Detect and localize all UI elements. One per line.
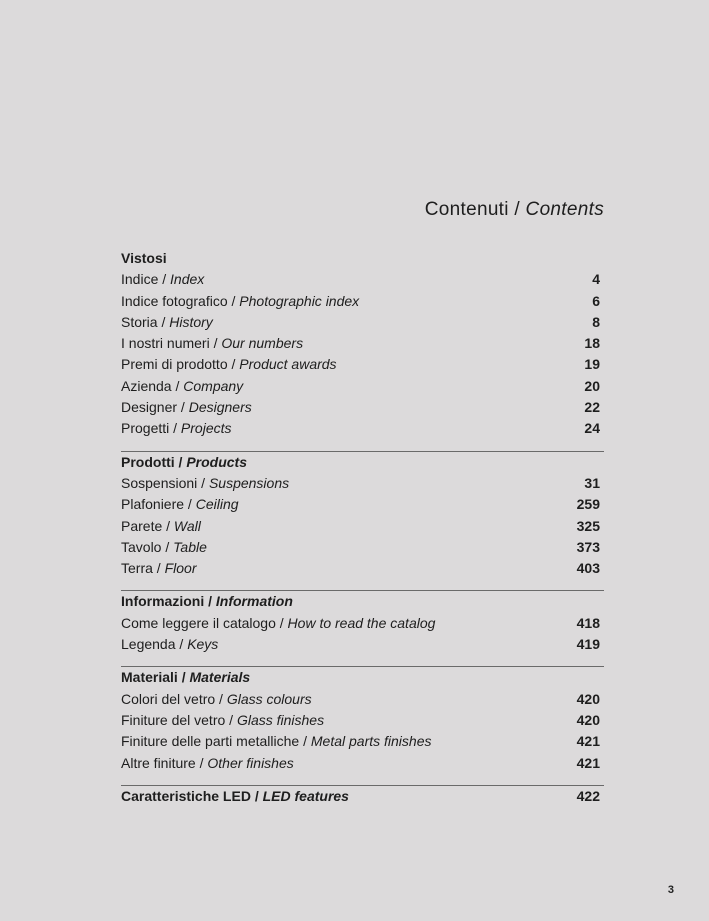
section-heading-sep: /	[177, 669, 190, 686]
toc-entry-it: Indice	[121, 271, 159, 288]
toc-entry-sep: /	[158, 271, 171, 288]
toc-entry-page: 373	[576, 538, 600, 555]
toc-entry-en: Other finishes	[207, 754, 294, 771]
toc-entry[interactable]	[121, 269, 604, 290]
toc-entry-page: 418	[576, 614, 600, 631]
toc-entry[interactable]	[121, 376, 604, 397]
toc-entry-en: Photographic index	[239, 292, 360, 309]
toc-entry-page: 8	[592, 313, 600, 330]
toc-entry-sep: /	[177, 399, 189, 416]
toc-section	[121, 248, 604, 440]
toc-entry-en: Product awards	[239, 356, 337, 373]
toc-entry-sep: /	[299, 733, 311, 750]
toc-entry-page: 22	[584, 399, 600, 416]
toc-section	[121, 667, 604, 773]
toc-entry-sep: /	[169, 420, 181, 437]
toc-entry-label	[121, 558, 196, 579]
toc-entry-sep: /	[209, 335, 222, 352]
section-heading-sep: /	[204, 593, 216, 610]
toc-entry-en: Designers	[188, 399, 252, 416]
section-heading[interactable]	[121, 248, 604, 269]
toc-entry-en: Ceiling	[195, 496, 239, 513]
section-heading-it: Prodotti	[121, 453, 175, 470]
toc-entry-it: I nostri numeri	[121, 335, 210, 352]
toc-entry-it: Indice fotografico	[121, 292, 228, 309]
toc-entry-it: Legenda	[121, 636, 176, 653]
toc-entry-page: 24	[584, 420, 600, 437]
toc-entry-page: 420	[576, 711, 600, 728]
toc-entry-label	[121, 418, 232, 439]
toc-entry-label	[121, 291, 359, 312]
toc-entry-it: Altre finiture	[121, 754, 196, 771]
toc-entry-label	[121, 376, 243, 397]
toc-entry-page: 20	[584, 377, 600, 394]
toc-entry[interactable]	[121, 516, 604, 537]
toc-entry-it: Sospensioni	[121, 474, 198, 491]
toc-entry[interactable]	[121, 418, 604, 439]
toc-entry-label	[121, 613, 435, 634]
section-heading-label	[121, 786, 349, 807]
toc-entry-en: Floor	[164, 560, 197, 577]
section-heading-sep: /	[174, 453, 187, 470]
toc-entry-en: Wall	[173, 517, 201, 534]
toc-entry-en: History	[169, 313, 213, 330]
toc-entry[interactable]	[121, 689, 604, 710]
section-heading-sep: /	[250, 787, 263, 804]
toc-entry-label	[121, 397, 252, 418]
section-heading-it: Vistosi	[121, 250, 167, 266]
section-heading-it: Materiali	[121, 669, 178, 686]
page-title	[425, 199, 604, 221]
toc-entry-it: Storia	[121, 313, 158, 330]
toc-entry-en: Index	[170, 271, 205, 288]
section-heading-label	[121, 248, 167, 269]
toc-entry-sep: /	[227, 356, 240, 373]
toc-entry-page: 19	[584, 356, 600, 373]
toc-entry-it: Colori del vetro	[121, 690, 216, 707]
section-heading-it: Informazioni	[121, 593, 205, 610]
toc-entry-label	[121, 710, 324, 731]
toc-entry-sep: /	[184, 496, 196, 513]
toc-entry[interactable]	[121, 354, 604, 375]
title-sep: /	[508, 199, 526, 220]
toc-entry-sep: /	[275, 614, 288, 631]
toc-section	[121, 591, 604, 655]
toc-entry-page: 419	[576, 636, 600, 653]
toc-entry[interactable]	[121, 731, 604, 752]
toc-entry[interactable]	[121, 634, 604, 655]
toc-entry-it: Progetti	[121, 420, 170, 437]
toc-entry[interactable]	[121, 753, 604, 774]
toc-entry-it: Terra	[121, 560, 153, 577]
toc-entry-en: Metal parts finishes	[310, 733, 432, 750]
toc-entry[interactable]	[121, 537, 604, 558]
toc-entry-it: Tavolo	[121, 538, 162, 555]
toc-entry-sep: /	[227, 292, 240, 309]
toc-entry[interactable]	[121, 333, 604, 354]
toc-entry-en: How to read the catalog	[287, 614, 436, 631]
toc-entry-it: Designer	[121, 399, 178, 416]
toc-entry-label	[121, 634, 218, 655]
title-en: Contents	[525, 199, 604, 220]
toc-entry-page: 421	[576, 754, 600, 771]
toc-entry-page: 31	[584, 474, 600, 491]
toc-entry-label	[121, 537, 207, 558]
toc-entry-en: Company	[183, 377, 244, 394]
section-heading[interactable]	[121, 667, 604, 688]
toc-entry-page: 403	[576, 560, 600, 577]
toc-entry-it: Premi di prodotto	[121, 356, 228, 373]
toc-entry-sep: /	[152, 560, 165, 577]
toc-entry-label	[121, 473, 289, 494]
toc-entry[interactable]	[121, 312, 604, 333]
toc-entry-it: Finiture delle parti metalliche	[121, 733, 300, 750]
toc-entry-label	[121, 312, 213, 333]
toc-entry[interactable]	[121, 291, 604, 312]
toc-entry-sep: /	[225, 711, 237, 728]
toc-entry-en: Our numbers	[221, 335, 304, 352]
toc-entry-sep: /	[162, 517, 174, 534]
toc-entry-label	[121, 269, 204, 290]
title-it: Contenuti	[424, 199, 509, 220]
section-heading[interactable]	[121, 591, 604, 612]
section-heading-en: Information	[215, 593, 293, 610]
toc-entry-page: 421	[576, 733, 600, 750]
toc-entry-label	[121, 333, 303, 354]
table-of-contents	[121, 248, 604, 807]
toc-entry-en: Projects	[180, 420, 232, 437]
section-heading-en: Materials	[189, 669, 251, 686]
toc-entry-sep: /	[175, 636, 188, 653]
toc-section	[121, 786, 604, 807]
toc-entry-sep: /	[161, 538, 174, 555]
section-heading-it: Caratteristiche LED	[121, 787, 251, 804]
toc-entry-it: Plafoniere	[121, 496, 185, 513]
toc-entry-it: Parete	[121, 517, 163, 534]
toc-entry[interactable]	[121, 710, 604, 731]
toc-entry-it: Azienda	[121, 377, 172, 394]
toc-entry-en: Glass finishes	[236, 711, 325, 728]
toc-entry[interactable]	[121, 397, 604, 418]
section-heading-en: Products	[186, 453, 248, 470]
section-heading-label	[121, 591, 293, 612]
section-heading-label	[121, 452, 247, 473]
toc-entry[interactable]	[121, 558, 604, 579]
toc-entry-en: Table	[173, 538, 207, 555]
toc-entry-label	[121, 494, 239, 515]
section-page-number: 422	[576, 787, 600, 804]
toc-entry-label	[121, 753, 294, 774]
toc-entry-sep: /	[171, 377, 184, 394]
toc-entry-page: 420	[576, 690, 600, 707]
toc-entry[interactable]	[121, 494, 604, 515]
section-heading-label	[121, 667, 250, 688]
toc-entry-label	[121, 516, 201, 537]
toc-entry-en: Suspensions	[208, 474, 290, 491]
toc-entry-label	[121, 731, 431, 752]
toc-entry-it: Finiture del vetro	[121, 711, 226, 728]
toc-entry-page: 6	[592, 292, 600, 309]
toc-entry-label	[121, 689, 312, 710]
toc-entry-page: 259	[576, 496, 600, 513]
section-heading[interactable]	[121, 452, 604, 473]
toc-entry-sep: /	[197, 474, 209, 491]
toc-entry[interactable]	[121, 613, 604, 634]
toc-entry-en: Keys	[187, 636, 219, 653]
toc-entry-it: Come leggere il catalogo	[121, 614, 276, 631]
toc-section	[121, 452, 604, 580]
section-heading-en: LED features	[262, 787, 349, 804]
toc-entry-page: 325	[576, 517, 600, 534]
toc-entry-en: Glass colours	[226, 690, 312, 707]
section-heading[interactable]	[121, 786, 604, 807]
toc-entry-label	[121, 354, 337, 375]
toc-entry-sep: /	[215, 690, 227, 707]
page-number: 3	[667, 884, 674, 896]
toc-entry-sep: /	[195, 754, 208, 771]
toc-entry[interactable]	[121, 473, 604, 494]
toc-entry-page: 18	[584, 335, 600, 352]
toc-entry-sep: /	[157, 313, 170, 330]
toc-entry-page: 4	[592, 271, 600, 288]
